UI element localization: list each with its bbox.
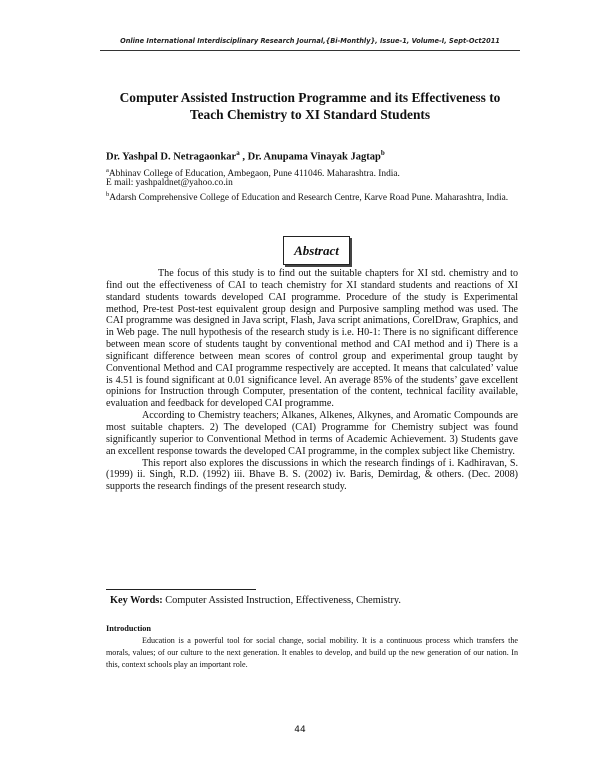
- author-1-mark: a: [236, 149, 240, 157]
- author-line: [106, 149, 526, 163]
- author-email: E mail: yashpaldnet@yahoo.co.in: [106, 178, 233, 188]
- paper-title: [105, 89, 515, 123]
- header-rule: [100, 50, 520, 51]
- keywords-rule: [106, 589, 256, 590]
- abstract-heading: Abstract: [294, 242, 339, 258]
- author-2-mark: b: [380, 149, 385, 157]
- page-number: 44: [294, 725, 306, 735]
- author-1: Dr. Yashpal D. Netragaonkar: [106, 151, 237, 163]
- keywords: [110, 595, 520, 606]
- affiliation-a-mark: a: [106, 167, 109, 174]
- keywords-label: Key Words:: [110, 595, 163, 606]
- affiliation-b-text: Adarsh Comprehensive College of Education and Research Centre, Karve Road Pune. Maharashtra, India.: [109, 193, 509, 204]
- abstract-body: [106, 268, 518, 493]
- author-2: Dr. Anupama Vinayak Jagtap: [247, 151, 381, 163]
- keywords-text: Computer Assisted Instruction, Effectiveness, Chemistry.: [162, 595, 401, 606]
- affiliation-a-text: Abhinav College of Education, Ambegaon, Pune 411046. Maharashtra. India.: [108, 169, 400, 180]
- journal-header: Online International Interdisciplinary Research Journal,{Bi-Monthly}, Issue-1, Volume-I, Sept-Oct2011: [120, 37, 500, 45]
- abstract-paragraph: This report also explores the discussions in which the research findings of i. Kadhiravan, S. (1999) ii. Singh, R.D. (1992) iii. Bhave B. S. (2002) iv. Baris, Demirdag, & others. (Dec. 2008) supports the research findings of the present research study.: [106, 457, 518, 493]
- title-line-1: Computer Assisted Instruction Programme and its Effectiveness to: [119, 90, 501, 105]
- abstract-paragraph: The focus of this study is to find out the suitable chapters for XI std. chemistry and to find out the effectiveness of CAI to teach chemistry for XI standard students and reactions of XI standard students towards developed CAI programme. Procedure of the study is Experimental method, Pre-test Post-test equivalent group design and Purposive sampling method was used. The CAI programme was designed in Java script, Flash, Java script animations, CorelDraw, Graphics, and in Web page. The null hypothesis of the research study is i.e. H0-1: There is no significant difference between mean score of students taught by conventional method and CAI method and i) There is a significant difference between mean scores of control group and experimental group taught by Conventional Method and CAI programme respectively are accepted. It means that calculated’ value is 4.51 is found significant at 0.01 significance level. An average 85% of the students’ gave excellent opinions for Instruction through Computer, presentation of the content, technical facility available, evaluation and feedback for developed CAI programme.: [106, 268, 518, 410]
- title-line-2: Teach Chemistry to XI Standard Students: [189, 107, 431, 122]
- introduction-body: [106, 635, 518, 672]
- introduction-paragraph: Education is a powerful tool for social change, social mobility. It is a continuous process which transfers the morals, values; of our culture to the next generation. It enables to develop, and build up the new generation of our nation. In this, context schools play an important role.: [106, 636, 518, 670]
- affiliation-b-mark: b: [106, 191, 110, 198]
- author-separator: ,: [239, 151, 248, 163]
- abstract-heading-box: [283, 236, 350, 265]
- abstract-paragraph: According to Chemistry teachers; Alkanes, Alkenes, Alkynes, and Aromatic Compounds are most suitable chapters. 2) The developed (CAI) Programme for Chemistry subject was found significantly superior to Conventional Method in terms of Academic Achievement. 3) Students gave an excellent response towards the developed CAI programme, in the complex subject like Chemistry.: [106, 410, 518, 457]
- introduction-heading: Introduction: [106, 624, 152, 633]
- affiliation-b: [106, 189, 526, 205]
